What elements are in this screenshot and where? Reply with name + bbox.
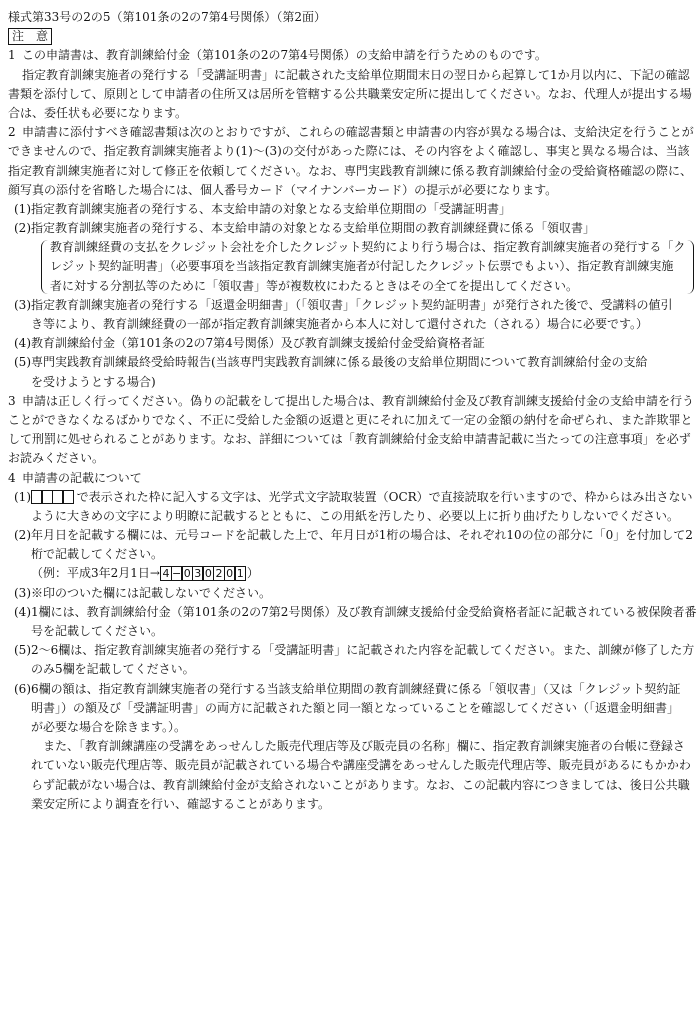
credit-contract-note xyxy=(0,238,698,296)
item-2-first-line xyxy=(0,123,698,142)
document-list-item xyxy=(0,334,698,353)
sales-agent-note-line: らず記載がない場合は、教育訓練給付金が支給されないことがあります。なお、この記載内容につきましては、後日公共職 xyxy=(31,777,690,792)
list-item-text: 年月日を記載する欄には、元号コードを記載した上で、年月日が1桁の場合は、それぞれ10の位の部分に「0」を付加して2 xyxy=(31,528,693,543)
list-item-label: (1) xyxy=(14,489,31,504)
note-line: レジット契約証明書」（必要事項を当該指定教育訓練実施者が付記したクレジット伝票でもよい）、指定教育訓練実施 xyxy=(50,259,674,274)
item-number: 1 xyxy=(8,48,16,63)
ocr-box xyxy=(62,490,74,504)
example-cells xyxy=(160,564,245,583)
list-item-text: 1欄には、教育訓練給付金（第101条の2の7第2号関係）及び教育訓練支援給付金受給資格者証に記載されている被保険者番 xyxy=(31,604,697,619)
list-item-text: 2～6欄は、指定教育訓練実施者の発行する「受講証明書」に記載された内容を記載してください。また、訓練が修了した方 xyxy=(31,643,695,658)
example-cell: 4 xyxy=(160,566,172,581)
item-3-first-line xyxy=(0,392,698,411)
list-item-text: 指定教育訓練実施者の発行する「返還金明細書」（「領収書」「クレジット契約証明書」が発行された後で、受講料の値引 xyxy=(31,297,673,312)
list-item-continuation: き等により、教育訓練経費の一部が指定教育訓練実施者から本人に対して還付された（される）場合に必要です。） xyxy=(31,317,649,331)
item-4-heading xyxy=(0,469,698,488)
instruction-item xyxy=(0,603,698,622)
bracket-frame xyxy=(41,240,694,294)
list-item-text: で表示された枠に記入する文字は、光学式文字読取装置（OCR）で直接読取を行いますので、枠からはみ出さない xyxy=(76,489,693,504)
sales-agent-note-line: 業安定所により調査を行い、確認することがあります。 xyxy=(31,796,331,811)
item-2-line: 指定教育訓練実施者に対して修正を依頼してください。なお、専門実践教育訓練に係る教育訓練給付金の受給資格確認の際に、 xyxy=(8,163,693,178)
ocr-box-sample xyxy=(31,488,73,507)
list-item-text: ※印のついた欄には記載しないでください。 xyxy=(31,585,272,600)
item-3-line: お読みください。 xyxy=(8,451,105,466)
example-cell: 3 xyxy=(192,566,204,581)
list-item-text: 6欄の額は、指定教育訓練実施者の発行する当該支給単位期間の教育訓練経費に係る「領収書」（又は「クレジット契約証 xyxy=(31,681,681,696)
notice-row xyxy=(0,27,698,46)
example-cell: 0 xyxy=(224,566,236,581)
list-item-label: (6) xyxy=(14,681,31,696)
item-3-line: ことができなくなるばかりでなく、不正に受給した金額の返還と更にそれに加えて一定の金額の納付を命ぜられ、また詐欺罪と xyxy=(8,412,693,427)
example-cell: 0 xyxy=(181,566,193,581)
sales-agent-note-line: れていない販売代理店等、販売員が記載されている場合や講座受講をあっせんした販売代理店等、販売員があるにもかかわ xyxy=(31,758,691,773)
example-cell: − xyxy=(171,567,182,581)
example-suffix: ） xyxy=(246,566,259,581)
list-item-label: (1) xyxy=(14,201,31,216)
instruction-item xyxy=(0,526,698,545)
example-cell: 0 xyxy=(202,566,214,581)
instruction-item xyxy=(0,641,698,660)
item-3 xyxy=(0,392,698,469)
list-item-text: 専門実践教育訓練最終受給時報告(当該専門実践教育訓練に係る最後の支給単位期間について教育訓練給付金の支給 xyxy=(31,355,648,370)
item-2 xyxy=(0,123,698,392)
note-line: 教育訓練経費の支払をクレジット会社を介したクレジット契約により行う場合は、指定教育訓練実施者の発行する「ク xyxy=(50,240,686,255)
item-text: 申請書に添付すべき確認書類は次のとおりですが、これらの確認書類と申請書の内容が異なる場合は、支給決定を行うことが xyxy=(22,125,694,140)
list-item-label: (2) xyxy=(14,221,31,236)
document-list-item xyxy=(0,219,698,238)
item-1-line: 書類を添付して、原則として申請者の住所又は居所を管轄する公共職業安定所に提出してください。なお、代理人が提出する場 xyxy=(8,86,692,101)
notice-label: 注 意 xyxy=(8,28,52,45)
item-number: 4 xyxy=(8,470,16,485)
item-4 xyxy=(0,469,698,814)
list-item-label: (3) xyxy=(14,297,31,312)
list-item-continuation: 明書」）の額及び「受講証明書」の両方に記載された額と同一額となっていることを確認してください（「返還金明細書」 xyxy=(31,700,680,715)
instruction-item xyxy=(0,488,698,507)
list-item-text: 指定教育訓練実施者の発行する、本支給申請の対象となる支給単位期間の「受講証明書」 xyxy=(31,201,512,216)
list-item-label: (3) xyxy=(14,585,31,600)
document-list-item xyxy=(0,296,698,315)
document-list-item xyxy=(0,200,698,219)
document-list-item xyxy=(0,353,698,372)
item-1-first-line xyxy=(0,46,698,65)
list-item-continuation: が必要な場合を除きます。）。 xyxy=(31,719,187,734)
list-item-continuation: を受けようとする場合) xyxy=(31,374,156,389)
item-2-line: 顔写真の添付を省略した場合には、個人番号カード（マイナンバーカード）の提示が必要になります。 xyxy=(8,182,558,197)
example-cell: 2 xyxy=(213,566,225,581)
item-heading-text: 申請書の記載について xyxy=(22,470,142,485)
list-item-continuation: 号を記載してください。 xyxy=(31,624,164,638)
form-id-heading: 様式第33号の2の5（第101条の2の7第4号関係）（第2面） xyxy=(8,10,326,24)
item-text: この申請書は、教育訓練給付金（第101条の2の7第4号関係）の支給申請を行うためのものです。 xyxy=(22,48,547,63)
note-line: 者に対する分割払等のために「領収書」等が複数枚にわたるときはその全てを提出してください。 xyxy=(50,278,579,293)
list-item-continuation: 桁で記載してください。 xyxy=(31,547,164,562)
list-item-label: (4) xyxy=(14,336,31,351)
item-1-line: 指定教育訓練実施者の発行する「受講証明書」に記載された支給単位期間末日の翌日から起算して1か月以内に、下記の確認 xyxy=(22,67,690,82)
item-2-line: できませんので、指定教育訓練実施者より(1)～(3)の交付があった際には、その内容をよく確認し、事実と異なる場合は、当該 xyxy=(8,144,690,159)
item-1 xyxy=(0,46,698,123)
list-item-text: 指定教育訓練実施者の発行する、本支給申請の対象となる支給単位期間の教育訓練経費に係る「領収書」 xyxy=(31,221,596,236)
list-item-label: (4) xyxy=(14,604,31,619)
instruction-item xyxy=(0,680,698,699)
example-prefix: （例：平成3年2月1日→ xyxy=(31,566,160,581)
item-1-line: 合は、委任状も必要になります。 xyxy=(8,105,188,120)
sales-agent-note-line: また、「教育訓練講座の受講をあっせんした販売代理店等及び販売員の名称」欄に、指定教育訓練実施者の台帳に登録さ xyxy=(43,739,685,754)
item-text: 申請は正しく行ってください。偽りの記載をして提出した場合は、教育訓練給付金及び教育訓練支援給付金の支給申請を行う xyxy=(22,393,695,408)
item-number: 2 xyxy=(8,125,16,140)
item-number: 3 xyxy=(8,393,16,408)
example-cell: 1 xyxy=(234,566,246,581)
list-item-continuation: のみ5欄を記載してください。 xyxy=(31,662,195,677)
instruction-item xyxy=(0,584,698,603)
list-item-label: (2) xyxy=(14,528,31,543)
list-item-label: (5) xyxy=(14,643,31,658)
list-item-continuation: ように大きめの文字により明瞭に記載するとともに、この用紙を汚したり、必要以上に折り曲げたりしないでください。 xyxy=(31,508,680,523)
list-item-text: 教育訓練給付金（第101条の2の7第4号関係）及び教育訓練支援給付金受給資格者証 xyxy=(31,336,485,351)
list-item-label: (5) xyxy=(14,355,31,370)
item-3-line: して刑罰に処せられることがあります。なお、詳細については「教育訓練給付金支給申請書記載に当たっての注意事項」を必ず xyxy=(8,432,691,447)
date-example xyxy=(0,564,698,583)
